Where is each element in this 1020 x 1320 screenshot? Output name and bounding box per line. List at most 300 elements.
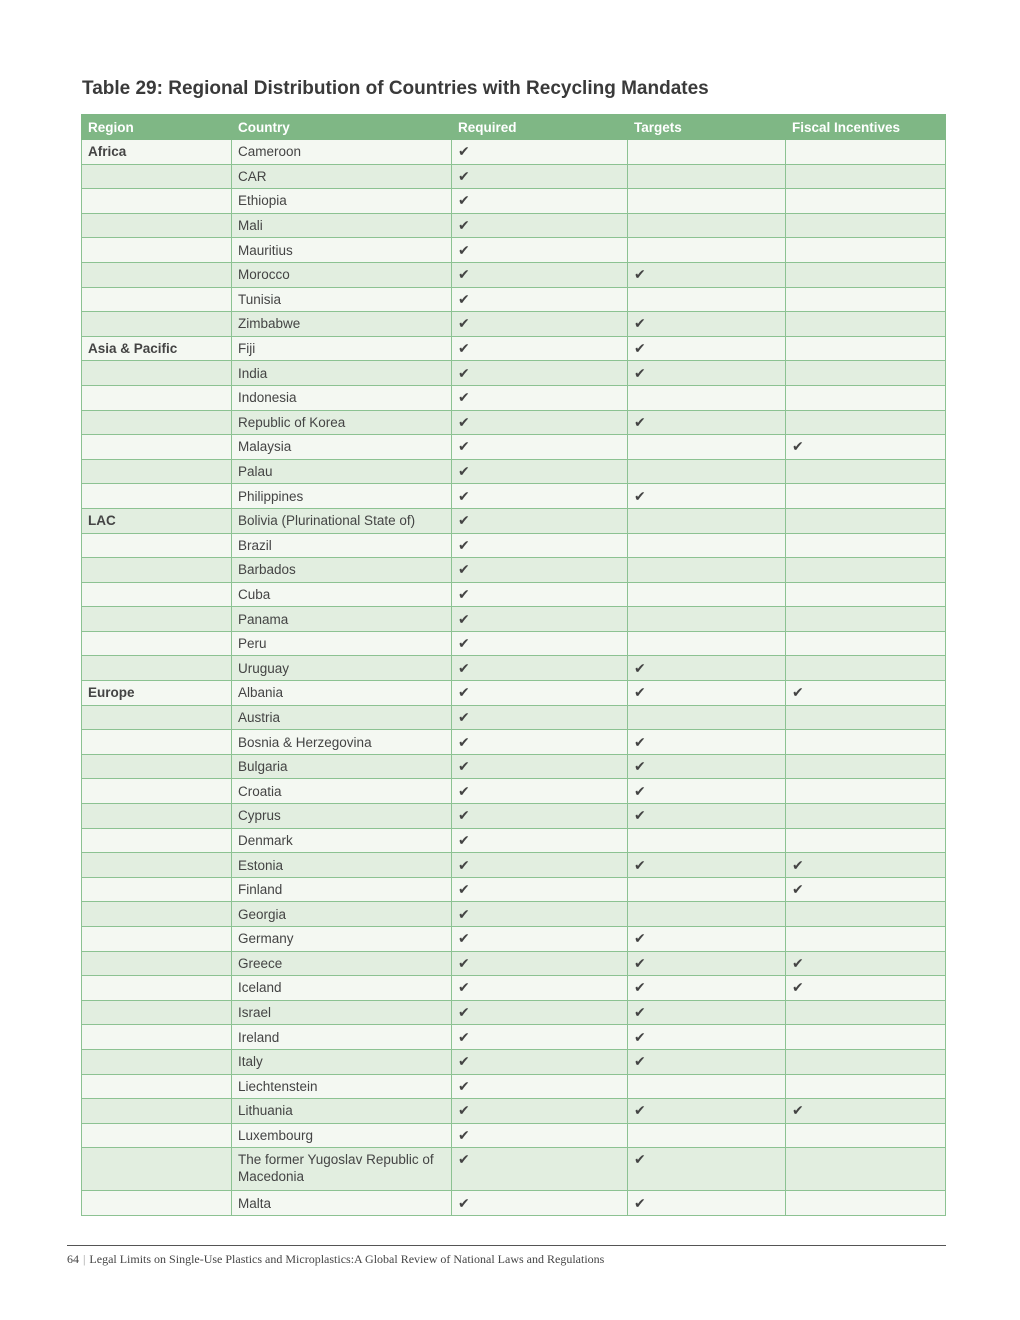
country-cell: Italy xyxy=(232,1049,452,1074)
table-row xyxy=(82,435,946,460)
checkmark-icon: ✔ xyxy=(458,831,470,848)
region-cell xyxy=(82,1000,232,1025)
country-cell: Liechtenstein xyxy=(232,1074,452,1099)
fiscal-incentives-cell xyxy=(786,1000,946,1025)
required-cell xyxy=(452,681,628,706)
required-cell xyxy=(452,459,628,484)
region-cell xyxy=(82,1123,232,1148)
table-row xyxy=(82,140,946,165)
checkmark-icon: ✔ xyxy=(458,659,470,676)
checkmark-icon: ✔ xyxy=(634,758,646,775)
checkmark-icon: ✔ xyxy=(634,1151,646,1168)
required-cell xyxy=(452,779,628,804)
checkmark-icon: ✔ xyxy=(634,930,646,947)
table-row xyxy=(82,459,946,484)
required-cell xyxy=(452,287,628,312)
fiscal-incentives-cell xyxy=(786,312,946,337)
fiscal-incentives-cell xyxy=(786,951,946,976)
header-row xyxy=(82,115,946,140)
fiscal-incentives-cell xyxy=(786,681,946,706)
required-cell xyxy=(452,607,628,632)
checkmark-icon: ✔ xyxy=(458,758,470,775)
checkmark-icon: ✔ xyxy=(458,167,470,184)
fiscal-incentives-cell xyxy=(786,336,946,361)
fiscal-incentives-cell xyxy=(786,140,946,165)
country-cell: Estonia xyxy=(232,853,452,878)
header-required: Required xyxy=(452,115,628,140)
fiscal-incentives-cell xyxy=(786,607,946,632)
checkmark-icon: ✔ xyxy=(458,1077,470,1094)
country-cell: Germany xyxy=(232,927,452,952)
fiscal-incentives-cell xyxy=(786,385,946,410)
required-cell xyxy=(452,730,628,755)
country-cell: Bolivia (Plurinational State of) xyxy=(232,508,452,533)
checkmark-icon: ✔ xyxy=(458,143,470,160)
targets-cell xyxy=(628,558,786,583)
checkmark-icon: ✔ xyxy=(792,684,804,701)
country-cell: Georgia xyxy=(232,902,452,927)
targets-cell xyxy=(628,951,786,976)
region-cell xyxy=(82,828,232,853)
required-cell xyxy=(452,361,628,386)
checkmark-icon: ✔ xyxy=(634,413,646,430)
table-row xyxy=(82,1074,946,1099)
checkmark-icon: ✔ xyxy=(792,979,804,996)
region-cell xyxy=(82,853,232,878)
country-cell: Panama xyxy=(232,607,452,632)
table-row xyxy=(82,508,946,533)
checkmark-icon: ✔ xyxy=(458,610,470,627)
targets-cell xyxy=(628,484,786,509)
required-cell xyxy=(452,508,628,533)
fiscal-incentives-cell xyxy=(786,213,946,238)
targets-cell xyxy=(628,312,786,337)
targets-cell xyxy=(628,1049,786,1074)
checkmark-icon: ✔ xyxy=(458,512,470,529)
fiscal-incentives-cell xyxy=(786,828,946,853)
required-cell xyxy=(452,1191,628,1216)
table-row xyxy=(82,238,946,263)
country-cell: Cameroon xyxy=(232,140,452,165)
table-row xyxy=(82,484,946,509)
country-cell: Malta xyxy=(232,1191,452,1216)
checkmark-icon: ✔ xyxy=(634,659,646,676)
table-row xyxy=(82,951,946,976)
fiscal-incentives-cell xyxy=(786,705,946,730)
checkmark-icon: ✔ xyxy=(458,217,470,234)
table-row xyxy=(82,828,946,853)
table-row xyxy=(82,385,946,410)
country-cell: Finland xyxy=(232,877,452,902)
required-cell xyxy=(452,558,628,583)
region-cell xyxy=(82,435,232,460)
country-cell: Brazil xyxy=(232,533,452,558)
required-cell xyxy=(452,164,628,189)
country-cell: Bulgaria xyxy=(232,754,452,779)
targets-cell xyxy=(628,287,786,312)
region-cell xyxy=(82,631,232,656)
checkmark-icon: ✔ xyxy=(458,389,470,406)
required-cell xyxy=(452,1025,628,1050)
region-cell xyxy=(82,1025,232,1050)
checkmark-icon: ✔ xyxy=(458,1102,470,1119)
targets-cell xyxy=(628,828,786,853)
checkmark-icon: ✔ xyxy=(458,1004,470,1021)
checkmark-icon: ✔ xyxy=(634,954,646,971)
recycling-mandates-table xyxy=(81,114,946,1216)
fiscal-incentives-cell xyxy=(786,262,946,287)
fiscal-incentives-cell xyxy=(786,779,946,804)
country-cell: Luxembourg xyxy=(232,1123,452,1148)
required-cell xyxy=(452,410,628,435)
checkmark-icon: ✔ xyxy=(792,1102,804,1119)
targets-cell xyxy=(628,238,786,263)
required-cell xyxy=(452,853,628,878)
required-cell xyxy=(452,484,628,509)
checkmark-icon: ✔ xyxy=(634,266,646,283)
fiscal-incentives-cell xyxy=(786,631,946,656)
table-row xyxy=(82,681,946,706)
table-row xyxy=(82,656,946,681)
targets-cell xyxy=(628,853,786,878)
checkmark-icon: ✔ xyxy=(458,1151,470,1168)
checkmark-icon: ✔ xyxy=(792,856,804,873)
required-cell xyxy=(452,533,628,558)
country-cell: Philippines xyxy=(232,484,452,509)
region-cell xyxy=(82,804,232,829)
country-cell: Morocco xyxy=(232,262,452,287)
required-cell xyxy=(452,1123,628,1148)
footer-text: Legal Limits on Single-Use Plastics and Microplastics:A Global Review of National Laws and Regulations xyxy=(89,1252,605,1266)
country-cell: Austria xyxy=(232,705,452,730)
fiscal-incentives-cell xyxy=(786,976,946,1001)
fiscal-incentives-cell xyxy=(786,287,946,312)
country-cell: Israel xyxy=(232,1000,452,1025)
required-cell xyxy=(452,951,628,976)
required-cell xyxy=(452,656,628,681)
country-cell: Tunisia xyxy=(232,287,452,312)
table-row xyxy=(82,262,946,287)
country-cell: The former Yugoslav Republic of Macedonia xyxy=(232,1148,452,1191)
required-cell xyxy=(452,976,628,1001)
table-row xyxy=(82,877,946,902)
table-row xyxy=(82,312,946,337)
region-cell xyxy=(82,607,232,632)
region-cell xyxy=(82,238,232,263)
table-row xyxy=(82,607,946,632)
checkmark-icon: ✔ xyxy=(458,930,470,947)
region-cell xyxy=(82,410,232,435)
fiscal-incentives-cell xyxy=(786,410,946,435)
fiscal-incentives-cell xyxy=(786,1025,946,1050)
table-row xyxy=(82,189,946,214)
checkmark-icon: ✔ xyxy=(634,684,646,701)
region-cell xyxy=(82,1099,232,1124)
checkmark-icon: ✔ xyxy=(634,1028,646,1045)
region-cell xyxy=(82,484,232,509)
region-cell xyxy=(82,656,232,681)
page-number: 64 xyxy=(67,1252,79,1266)
targets-cell xyxy=(628,1148,786,1191)
targets-cell xyxy=(628,361,786,386)
checkmark-icon: ✔ xyxy=(634,1102,646,1119)
country-cell: Ireland xyxy=(232,1025,452,1050)
fiscal-incentives-cell xyxy=(786,459,946,484)
checkmark-icon: ✔ xyxy=(634,340,646,357)
fiscal-incentives-cell xyxy=(786,582,946,607)
targets-cell xyxy=(628,582,786,607)
required-cell xyxy=(452,754,628,779)
country-cell: Iceland xyxy=(232,976,452,1001)
country-cell: Albania xyxy=(232,681,452,706)
region-cell xyxy=(82,1191,232,1216)
table-row xyxy=(82,853,946,878)
region-cell xyxy=(82,927,232,952)
fiscal-incentives-cell xyxy=(786,361,946,386)
fiscal-incentives-cell xyxy=(786,1074,946,1099)
targets-cell xyxy=(628,1000,786,1025)
checkmark-icon: ✔ xyxy=(458,413,470,430)
checkmark-icon: ✔ xyxy=(458,463,470,480)
fiscal-incentives-cell xyxy=(786,754,946,779)
targets-cell xyxy=(628,508,786,533)
country-cell: Cyprus xyxy=(232,804,452,829)
targets-cell xyxy=(628,1074,786,1099)
targets-cell xyxy=(628,213,786,238)
required-cell xyxy=(452,262,628,287)
fiscal-incentives-cell xyxy=(786,189,946,214)
country-cell: Mali xyxy=(232,213,452,238)
checkmark-icon: ✔ xyxy=(458,266,470,283)
checkmark-icon: ✔ xyxy=(458,290,470,307)
region-cell: Europe xyxy=(82,681,232,706)
checkmark-icon: ✔ xyxy=(634,856,646,873)
checkmark-icon: ✔ xyxy=(458,635,470,652)
required-cell xyxy=(452,877,628,902)
header-country: Country xyxy=(232,115,452,140)
region-cell xyxy=(82,385,232,410)
fiscal-incentives-cell xyxy=(786,656,946,681)
required-cell xyxy=(452,631,628,656)
table-row xyxy=(82,1191,946,1216)
region-cell xyxy=(82,705,232,730)
table-row xyxy=(82,558,946,583)
targets-cell xyxy=(628,385,786,410)
checkmark-icon: ✔ xyxy=(458,708,470,725)
region-cell xyxy=(82,164,232,189)
table-row xyxy=(82,533,946,558)
page-footer xyxy=(67,1252,604,1267)
checkmark-icon: ✔ xyxy=(458,979,470,996)
checkmark-icon: ✔ xyxy=(634,782,646,799)
country-cell: Uruguay xyxy=(232,656,452,681)
table-row xyxy=(82,1099,946,1124)
table-row xyxy=(82,976,946,1001)
country-cell: Cuba xyxy=(232,582,452,607)
country-cell: CAR xyxy=(232,164,452,189)
country-cell: Greece xyxy=(232,951,452,976)
required-cell xyxy=(452,140,628,165)
required-cell xyxy=(452,927,628,952)
required-cell xyxy=(452,213,628,238)
region-cell xyxy=(82,1148,232,1191)
fiscal-incentives-cell xyxy=(786,1191,946,1216)
checkmark-icon: ✔ xyxy=(458,487,470,504)
targets-cell xyxy=(628,1025,786,1050)
fiscal-incentives-cell xyxy=(786,877,946,902)
targets-cell xyxy=(628,877,786,902)
table-row xyxy=(82,1123,946,1148)
checkmark-icon: ✔ xyxy=(458,438,470,455)
required-cell xyxy=(452,312,628,337)
table-row xyxy=(82,927,946,952)
table-row xyxy=(82,213,946,238)
targets-cell xyxy=(628,1191,786,1216)
targets-cell xyxy=(628,607,786,632)
required-cell xyxy=(452,1099,628,1124)
required-cell xyxy=(452,435,628,460)
checkmark-icon: ✔ xyxy=(634,1004,646,1021)
table-row xyxy=(82,410,946,435)
checkmark-icon: ✔ xyxy=(634,1194,646,1211)
table-body xyxy=(82,140,946,1216)
targets-cell xyxy=(628,336,786,361)
table-row xyxy=(82,754,946,779)
region-cell xyxy=(82,361,232,386)
targets-cell xyxy=(628,902,786,927)
region-cell xyxy=(82,262,232,287)
checkmark-icon: ✔ xyxy=(458,1053,470,1070)
header-targets: Targets xyxy=(628,115,786,140)
country-cell: Indonesia xyxy=(232,385,452,410)
fiscal-incentives-cell xyxy=(786,1049,946,1074)
checkmark-icon: ✔ xyxy=(458,684,470,701)
region-cell: Africa xyxy=(82,140,232,165)
fiscal-incentives-cell xyxy=(786,533,946,558)
region-cell xyxy=(82,558,232,583)
fiscal-incentives-cell xyxy=(786,804,946,829)
targets-cell xyxy=(628,631,786,656)
country-cell: Palau xyxy=(232,459,452,484)
fiscal-incentives-cell xyxy=(786,435,946,460)
targets-cell xyxy=(628,730,786,755)
checkmark-icon: ✔ xyxy=(634,979,646,996)
checkmark-icon: ✔ xyxy=(458,905,470,922)
table-row xyxy=(82,164,946,189)
checkmark-icon: ✔ xyxy=(458,782,470,799)
country-cell: Mauritius xyxy=(232,238,452,263)
targets-cell xyxy=(628,976,786,1001)
country-cell: Bosnia & Herzegovina xyxy=(232,730,452,755)
region-cell xyxy=(82,1074,232,1099)
required-cell xyxy=(452,336,628,361)
table-row xyxy=(82,1000,946,1025)
table-row xyxy=(82,804,946,829)
region-cell xyxy=(82,459,232,484)
table-row xyxy=(82,1148,946,1191)
table-header xyxy=(82,115,946,140)
targets-cell xyxy=(628,262,786,287)
table-title: Table 29: Regional Distribution of Countries with Recycling Mandates xyxy=(82,78,709,99)
region-cell xyxy=(82,902,232,927)
table-row xyxy=(82,902,946,927)
required-cell xyxy=(452,1000,628,1025)
country-cell: Peru xyxy=(232,631,452,656)
checkmark-icon: ✔ xyxy=(634,364,646,381)
checkmark-icon: ✔ xyxy=(458,241,470,258)
targets-cell xyxy=(628,164,786,189)
required-cell xyxy=(452,902,628,927)
checkmark-icon: ✔ xyxy=(458,340,470,357)
targets-cell xyxy=(628,410,786,435)
checkmark-icon: ✔ xyxy=(458,733,470,750)
required-cell xyxy=(452,1148,628,1191)
fiscal-incentives-cell xyxy=(786,238,946,263)
region-cell xyxy=(82,189,232,214)
table-row xyxy=(82,1049,946,1074)
region-cell xyxy=(82,951,232,976)
country-cell: Zimbabwe xyxy=(232,312,452,337)
fiscal-incentives-cell xyxy=(786,1099,946,1124)
table-row xyxy=(82,361,946,386)
required-cell xyxy=(452,385,628,410)
table-row xyxy=(82,287,946,312)
checkmark-icon: ✔ xyxy=(634,807,646,824)
checkmark-icon: ✔ xyxy=(458,364,470,381)
table-row xyxy=(82,1025,946,1050)
region-cell: LAC xyxy=(82,508,232,533)
footer-separator: | xyxy=(83,1252,86,1266)
required-cell xyxy=(452,582,628,607)
checkmark-icon: ✔ xyxy=(458,192,470,209)
country-cell: Barbados xyxy=(232,558,452,583)
targets-cell xyxy=(628,1123,786,1148)
checkmark-icon: ✔ xyxy=(458,561,470,578)
table-row xyxy=(82,730,946,755)
header-fiscal-incentives: Fiscal Incentives xyxy=(786,115,946,140)
region-cell xyxy=(82,312,232,337)
targets-cell xyxy=(628,705,786,730)
region-cell xyxy=(82,1049,232,1074)
targets-cell xyxy=(628,804,786,829)
targets-cell xyxy=(628,927,786,952)
region-cell xyxy=(82,779,232,804)
checkmark-icon: ✔ xyxy=(634,733,646,750)
country-cell: India xyxy=(232,361,452,386)
country-cell: Republic of Korea xyxy=(232,410,452,435)
fiscal-incentives-cell xyxy=(786,1148,946,1191)
table-row xyxy=(82,582,946,607)
fiscal-incentives-cell xyxy=(786,927,946,952)
checkmark-icon: ✔ xyxy=(458,1194,470,1211)
table-row xyxy=(82,631,946,656)
fiscal-incentives-cell xyxy=(786,730,946,755)
checkmark-icon: ✔ xyxy=(634,487,646,504)
required-cell xyxy=(452,705,628,730)
table-row xyxy=(82,779,946,804)
targets-cell xyxy=(628,779,786,804)
required-cell xyxy=(452,828,628,853)
country-cell: Fiji xyxy=(232,336,452,361)
header-region: Region xyxy=(82,115,232,140)
checkmark-icon: ✔ xyxy=(634,1053,646,1070)
region-cell xyxy=(82,976,232,1001)
targets-cell xyxy=(628,189,786,214)
required-cell xyxy=(452,238,628,263)
fiscal-incentives-cell xyxy=(786,902,946,927)
fiscal-incentives-cell xyxy=(786,164,946,189)
checkmark-icon: ✔ xyxy=(792,438,804,455)
